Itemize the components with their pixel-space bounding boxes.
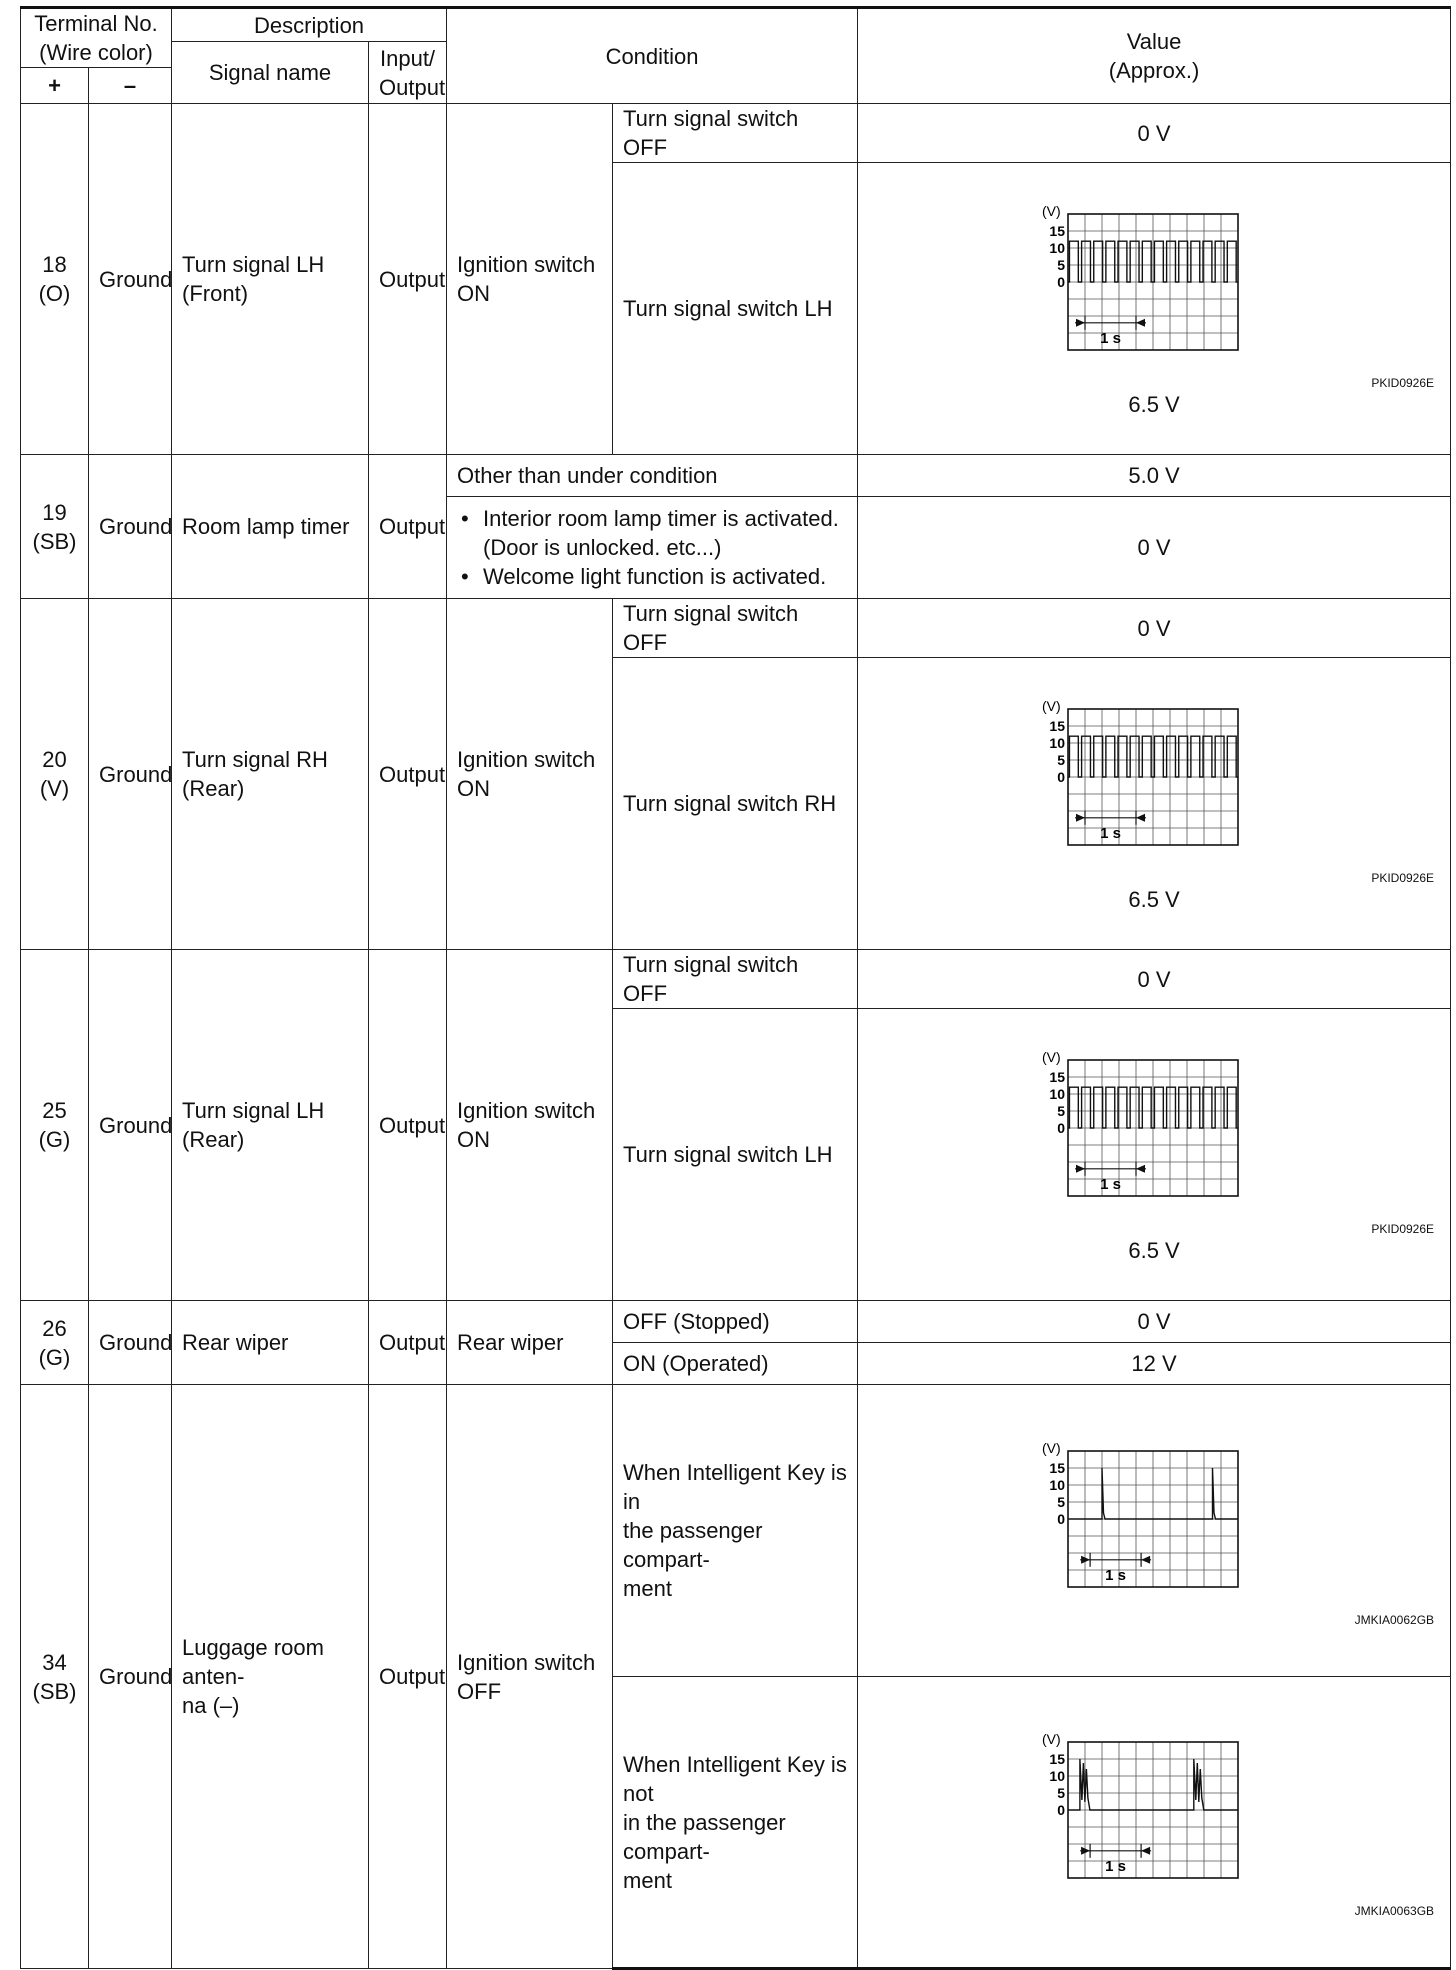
header-signal-name: Signal name [172, 42, 369, 104]
value-19-activated: 0 V [858, 497, 1451, 599]
y-unit-label: (V) [1042, 697, 1061, 714]
io-20: Output [369, 599, 447, 950]
time-arrow [1076, 1164, 1085, 1172]
ground-19: Ground [89, 455, 172, 599]
pulse-wave-chart [1024, 1724, 1284, 1904]
terminal-20: 20 (V) [21, 599, 89, 950]
y-tick-label: 10 [1049, 1476, 1066, 1493]
y-unit-label: (V) [1042, 202, 1061, 219]
subcondition-34-in: When Intelligent Key is in the passenger compart- ment [613, 1385, 858, 1677]
signal-name-19: Room lamp timer [172, 455, 369, 599]
terminal-18: 18 (O) [21, 104, 89, 455]
pulse-wave-chart [1024, 1433, 1284, 1613]
y-tick-label: 10 [1049, 1768, 1066, 1784]
y-tick-label: 10 [1049, 239, 1066, 256]
time-arrow [1081, 1847, 1090, 1855]
terminal-25: 25 (G) [21, 950, 89, 1301]
square-wave-chart [1024, 1042, 1284, 1222]
time-arrow [1141, 1555, 1150, 1563]
value-20-off: 0 V [858, 599, 1451, 658]
header-input-output: Input/ Output [369, 42, 447, 104]
time-label: 1 s [1100, 1175, 1121, 1193]
terminal-19: 19 (SB) [21, 455, 89, 599]
header-condition: Condition [447, 8, 858, 104]
figure-code: JMKIA0063GB [1354, 1904, 1435, 1918]
value-18-lh: 6.5 V [1128, 391, 1180, 417]
ground-26: Ground [89, 1301, 172, 1385]
value-25-lh: 6.5 V [1128, 1237, 1180, 1263]
signal-name-25: Turn signal LH (Rear) [172, 950, 369, 1301]
y-tick-label: 5 [1057, 1785, 1066, 1801]
y-tick-label: 0 [1057, 273, 1066, 290]
subcondition-19-activated [447, 497, 858, 599]
y-tick-label: 15 [1049, 1751, 1066, 1767]
time-arrow [1136, 318, 1145, 326]
subcondition-18-lh: Turn signal switch LH [613, 163, 858, 455]
y-tick-label: 15 [1049, 1068, 1066, 1085]
y-tick-label: 0 [1057, 1802, 1066, 1818]
terminal-spec-table [20, 6, 1451, 1970]
signal-name-34: Luggage room anten- na (–) [172, 1385, 369, 1969]
y-tick-label: 5 [1057, 1102, 1066, 1119]
time-arrow [1081, 1555, 1090, 1563]
time-label: 1 s [1105, 1566, 1127, 1584]
condition-25: Ignition switch ON [447, 950, 613, 1301]
value-18-waveform [858, 163, 1451, 455]
square-wave-chart [1024, 691, 1284, 871]
value-25-off: 0 V [858, 950, 1451, 1009]
time-label: 1 s [1100, 329, 1121, 347]
y-unit-label: (V) [1042, 1048, 1061, 1065]
y-tick-label: 0 [1057, 768, 1066, 785]
terminal-34: 34 (SB) [21, 1385, 89, 1969]
condition-18: Ignition switch ON [447, 104, 613, 455]
header-value: Value (Approx.) [858, 8, 1451, 104]
time-arrow [1076, 813, 1085, 821]
condition-20: Ignition switch ON [447, 599, 613, 950]
ground-25: Ground [89, 950, 172, 1301]
value-20-waveform [858, 658, 1451, 950]
value-26-off: 0 V [858, 1301, 1451, 1343]
value-26-on: 12 V [858, 1343, 1451, 1385]
subcondition-19-other: Other than under condition [447, 455, 858, 497]
value-18-off: 0 V [858, 104, 1451, 163]
value-19-other: 5.0 V [858, 455, 1451, 497]
y-tick-label: 5 [1057, 1493, 1066, 1510]
header-plus: + [21, 68, 89, 104]
y-tick-label: 0 [1057, 1510, 1066, 1527]
time-arrow [1136, 1164, 1145, 1172]
subcondition-26-off: OFF (Stopped) [613, 1301, 858, 1343]
y-unit-label: (V) [1042, 1439, 1061, 1456]
signal-name-18: Turn signal LH (Front) [172, 104, 369, 455]
bullet-item: • Welcome light function is activated. [457, 562, 847, 591]
signal-name-20: Turn signal RH (Rear) [172, 599, 369, 950]
bullet-continuation: (Door is unlocked. etc...) [483, 535, 722, 560]
figure-code: PKID0926E [1371, 1221, 1435, 1236]
y-tick-label: 15 [1049, 1459, 1066, 1476]
time-arrow [1141, 1847, 1150, 1855]
ground-34: Ground [89, 1385, 172, 1969]
header-terminal-no: Terminal No. (Wire color) [21, 8, 172, 68]
y-tick-label: 15 [1049, 222, 1066, 239]
header-minus: – [89, 68, 172, 104]
ground-20: Ground [89, 599, 172, 950]
time-arrow [1076, 318, 1085, 326]
y-tick-label: 10 [1049, 1085, 1066, 1102]
y-tick-label: 5 [1057, 751, 1066, 768]
value-34-not-in-waveform [858, 1677, 1451, 1969]
subcondition-26-on: ON (Operated) [613, 1343, 858, 1385]
y-unit-label: (V) [1042, 1731, 1061, 1747]
subcondition-25-off: Turn signal switch OFF [613, 950, 858, 1009]
signal-name-26: Rear wiper [172, 1301, 369, 1385]
ground-18: Ground [89, 104, 172, 455]
io-19: Output [369, 455, 447, 599]
condition-26: Rear wiper [447, 1301, 613, 1385]
subcondition-25-lh: Turn signal switch LH [613, 1009, 858, 1301]
square-wave-chart [1024, 196, 1284, 376]
value-34-in-waveform [858, 1385, 1451, 1677]
figure-code: PKID0926E [1371, 375, 1435, 390]
figure-code: PKID0926E [1371, 870, 1435, 885]
subcondition-18-off: Turn signal switch OFF [613, 104, 858, 163]
io-34: Output [369, 1385, 447, 1969]
figure-code: JMKIA0062GB [1354, 1612, 1435, 1627]
time-label: 1 s [1105, 1857, 1127, 1875]
y-tick-label: 10 [1049, 734, 1066, 751]
condition-34: Ignition switch OFF [447, 1385, 613, 1969]
time-arrow [1136, 813, 1145, 821]
subcondition-20-rh: Turn signal switch RH [613, 658, 858, 950]
value-25-waveform [858, 1009, 1451, 1301]
header-description: Description [172, 8, 447, 42]
subcondition-34-not-in: When Intelligent Key is not in the passenger compart- ment [613, 1677, 858, 1969]
subcondition-20-off: Turn signal switch OFF [613, 599, 858, 658]
y-tick-label: 5 [1057, 256, 1066, 273]
terminal-26: 26 (G) [21, 1301, 89, 1385]
y-tick-label: 0 [1057, 1119, 1066, 1136]
value-20-rh: 6.5 V [1128, 886, 1180, 912]
bullet-item: • Interior room lamp timer is activated. [457, 504, 847, 533]
time-label: 1 s [1100, 824, 1121, 842]
io-26: Output [369, 1301, 447, 1385]
y-tick-label: 15 [1049, 717, 1066, 734]
io-18: Output [369, 104, 447, 455]
io-25: Output [369, 950, 447, 1301]
